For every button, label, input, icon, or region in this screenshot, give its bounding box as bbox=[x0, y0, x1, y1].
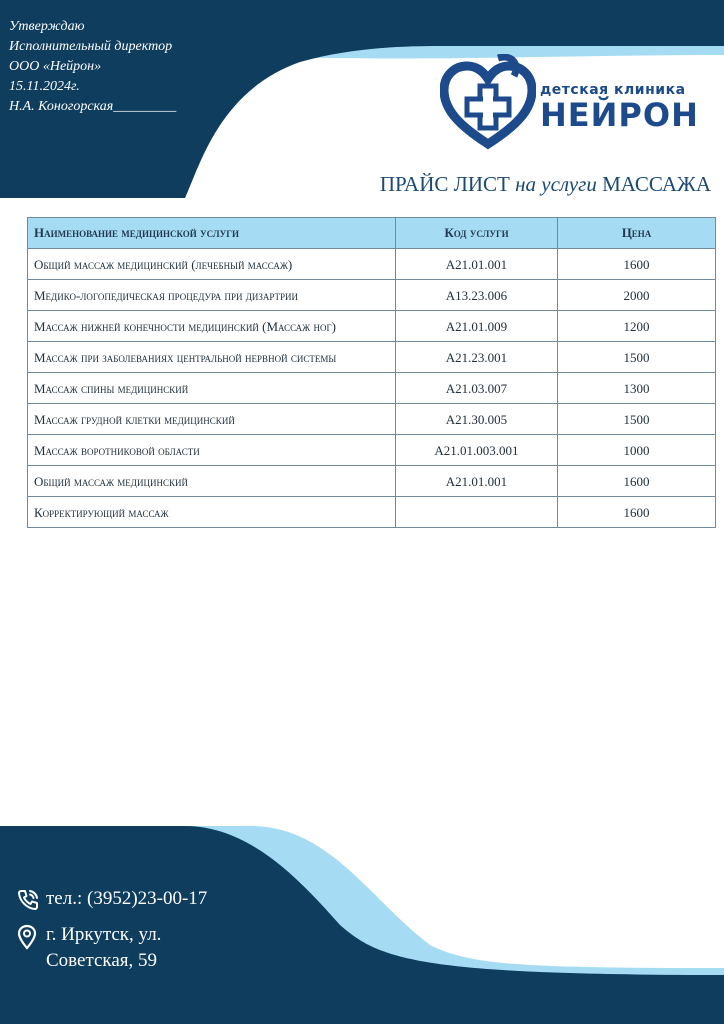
service-code: А21.03.007 bbox=[396, 373, 558, 404]
header-name: Наименование медицинской услуги bbox=[28, 218, 396, 249]
table-row bbox=[28, 280, 716, 311]
service-name: Массаж при заболеваниях центральной нервной системы bbox=[28, 342, 396, 373]
approval-date: 15.11.2024г. bbox=[9, 79, 80, 94]
phone-row bbox=[16, 886, 207, 912]
service-price: 1500 bbox=[558, 404, 716, 435]
service-price: 2000 bbox=[558, 280, 716, 311]
logo-subtitle: детская клиника bbox=[540, 82, 686, 98]
service-name: Массаж воротниковой области bbox=[28, 435, 396, 466]
approval-position: Исполнительный директор bbox=[9, 39, 173, 54]
service-name: Корректирующий массаж bbox=[28, 497, 396, 528]
approval-block bbox=[9, 17, 176, 117]
contacts-block bbox=[16, 886, 207, 974]
service-price: 1500 bbox=[558, 342, 716, 373]
title-part2: на услуги bbox=[515, 172, 603, 196]
table-row bbox=[28, 342, 716, 373]
service-code: А21.01.001 bbox=[396, 249, 558, 280]
service-code bbox=[396, 497, 558, 528]
service-code: А21.01.009 bbox=[396, 311, 558, 342]
phone-icon bbox=[16, 888, 40, 912]
table-row bbox=[28, 373, 716, 404]
title-part1: ПРАЙС ЛИСТ bbox=[379, 172, 516, 196]
phone-text: тел.: (3952)23-00-17 bbox=[46, 888, 208, 909]
header-code: Код услуги bbox=[396, 218, 558, 249]
service-name: Массаж грудной клетки медицинский bbox=[28, 404, 396, 435]
service-name: Общий массаж медицинский bbox=[28, 466, 396, 497]
service-code: А21.01.001 bbox=[396, 466, 558, 497]
page-title bbox=[380, 172, 711, 197]
service-code: А21.30.005 bbox=[396, 404, 558, 435]
address-line-1: г. Иркутск, ул. bbox=[46, 924, 162, 945]
approval-company: ООО «Нейрон» bbox=[9, 59, 102, 74]
approval-signature: Н.А. Коногорская_________ bbox=[9, 99, 177, 114]
service-price: 1200 bbox=[558, 311, 716, 342]
table-row bbox=[28, 249, 716, 280]
service-code: А21.01.003.001 bbox=[396, 435, 558, 466]
table-row bbox=[28, 311, 716, 342]
location-pin-icon bbox=[16, 924, 38, 950]
service-code: А21.23.001 bbox=[396, 342, 558, 373]
clinic-logo bbox=[440, 54, 720, 150]
price-table bbox=[27, 217, 716, 528]
service-price: 1600 bbox=[558, 497, 716, 528]
table-row bbox=[28, 404, 716, 435]
service-name: Массаж спины медицинский bbox=[28, 373, 396, 404]
table-row bbox=[28, 435, 716, 466]
address-line-2: Советская, 59 bbox=[46, 950, 158, 971]
logo-title: НЕЙРОН bbox=[540, 96, 699, 134]
table-row bbox=[28, 466, 716, 497]
service-price: 1600 bbox=[558, 249, 716, 280]
service-name: Медико-логопедическая процедура при дизартрии bbox=[28, 280, 396, 311]
table-row bbox=[28, 497, 716, 528]
heart-cross-logo-icon bbox=[440, 54, 536, 150]
service-name: Общий массаж медицинский (лечебный массаж) bbox=[28, 249, 396, 280]
service-price: 1600 bbox=[558, 466, 716, 497]
service-code: А13.23.006 bbox=[396, 280, 558, 311]
service-price: 1000 bbox=[558, 435, 716, 466]
service-price: 1300 bbox=[558, 373, 716, 404]
table-header-row bbox=[28, 218, 716, 249]
service-name: Массаж нижней конечности медицинский (Массаж ног) bbox=[28, 311, 396, 342]
title-part3: МАССАЖА bbox=[602, 172, 711, 196]
address-row bbox=[16, 922, 207, 974]
approval-line: Утверждаю bbox=[9, 19, 85, 34]
header-price: Цена bbox=[558, 218, 716, 249]
